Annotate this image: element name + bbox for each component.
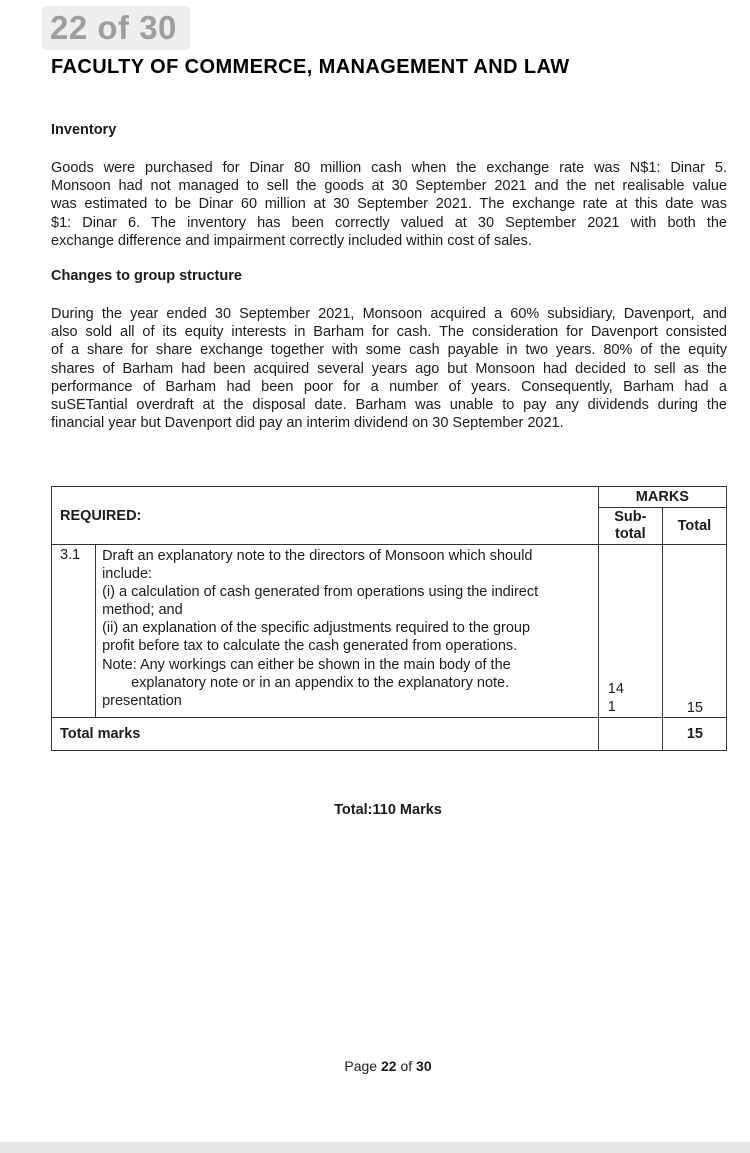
subtotal-header xyxy=(598,508,662,545)
question-total-cell xyxy=(662,545,726,718)
total-marks-row xyxy=(52,718,727,751)
inventory-paragraph xyxy=(51,159,727,250)
footer-total-pages: 30 xyxy=(416,1058,432,1074)
table-header-row xyxy=(52,487,727,508)
paragraph-line: Monsoon had not managed to sell the goods at 30 September 2021 and the net realisable value xyxy=(51,178,727,195)
question-description xyxy=(96,545,599,718)
viewer-bottom-bar xyxy=(0,1142,750,1153)
grand-total: Total:110 Marks xyxy=(334,802,442,818)
subtotal-value: 1 xyxy=(607,699,616,715)
presentation-line: presentation xyxy=(102,692,182,709)
question-row xyxy=(52,545,727,718)
page-footer xyxy=(0,1058,750,1074)
group-structure-paragraph xyxy=(51,305,727,432)
footer-middle: of xyxy=(396,1058,417,1074)
paragraph-line: Goods were purchased for Dinar 80 million cash when the exchange rate was N$1: Dinar 5. xyxy=(51,160,727,176)
question-line: include: xyxy=(102,566,153,583)
total-marks-subtotal-cell xyxy=(598,718,662,751)
marks-table xyxy=(51,486,727,751)
paragraph-line: $1: Dinar 6. The inventory has been correctly valued at 30 September 2021 with both the xyxy=(51,214,727,231)
paragraph-line: of a share for share exchange together with some cash payable in two years. 80% of the equity xyxy=(51,342,727,359)
question-line: Note: Any workings can either be shown in the main body of the xyxy=(102,656,511,673)
question-line: profit before tax to calculate the cash generated from operations. xyxy=(102,638,518,655)
required-label: REQUIRED: xyxy=(52,487,599,545)
paragraph-line: financial year but Davenport did pay an interim dividend on 30 September 2021. xyxy=(51,415,564,432)
question-total-value: 15 xyxy=(686,700,703,716)
subtotal-header-line2: total xyxy=(615,526,646,542)
footer-prefix: Page xyxy=(344,1058,381,1074)
question-line: method; and xyxy=(102,602,183,619)
question-subtotal-cell xyxy=(598,545,662,718)
question-line: (ii) an explanation of the specific adjustments required to the group xyxy=(102,620,531,637)
page-counter: 22 of 30 xyxy=(50,9,177,46)
total-marks-label: Total marks xyxy=(52,718,599,751)
question-number: 3.1 xyxy=(52,545,96,718)
paragraph-line: was estimated to be Dinar 60 million at 30 September 2021. The exchange rate at this date was xyxy=(51,196,727,213)
total-marks-value: 15 xyxy=(662,718,726,751)
faculty-title: FACULTY OF COMMERCE, MANAGEMENT AND LAW xyxy=(51,56,570,78)
subtotal-value: 14 xyxy=(607,681,624,697)
subtotal-header-line1: Sub- xyxy=(614,509,647,525)
paragraph-line: shares of Barham had been acquired several years ago but Monsoon had decided to sell as the xyxy=(51,360,727,377)
inventory-heading: Inventory xyxy=(51,122,117,138)
question-indented-line: explanatory note or in an appendix to the explanatory note. xyxy=(131,674,510,691)
paragraph-line: performance of Barham had been poor for a number of years. Consequently, Barham had a xyxy=(51,378,727,395)
paragraph-line: During the year ended 30 September 2021, Monsoon acquired a 60% subsidiary, Davenport, and xyxy=(51,306,727,322)
paragraph-line: also sold all of its equity interests in Barham for cash. The consideration for Davenport consisted xyxy=(51,324,727,341)
marks-header: MARKS xyxy=(598,487,726,508)
question-line: (i) a calculation of cash generated from operations using the indirect xyxy=(102,584,539,601)
paragraph-line: exchange difference and impairment correctly included within cost of sales. xyxy=(51,232,532,249)
paragraph-line: suSETantial overdraft at the disposal date. Barham was unable to pay any dividends during the xyxy=(51,397,727,414)
footer-current-page: 22 xyxy=(380,1058,397,1074)
group-structure-heading: Changes to group structure xyxy=(51,268,242,284)
question-line: Draft an explanatory note to the directors of Monsoon which should xyxy=(102,548,533,564)
total-header: Total xyxy=(662,508,726,545)
